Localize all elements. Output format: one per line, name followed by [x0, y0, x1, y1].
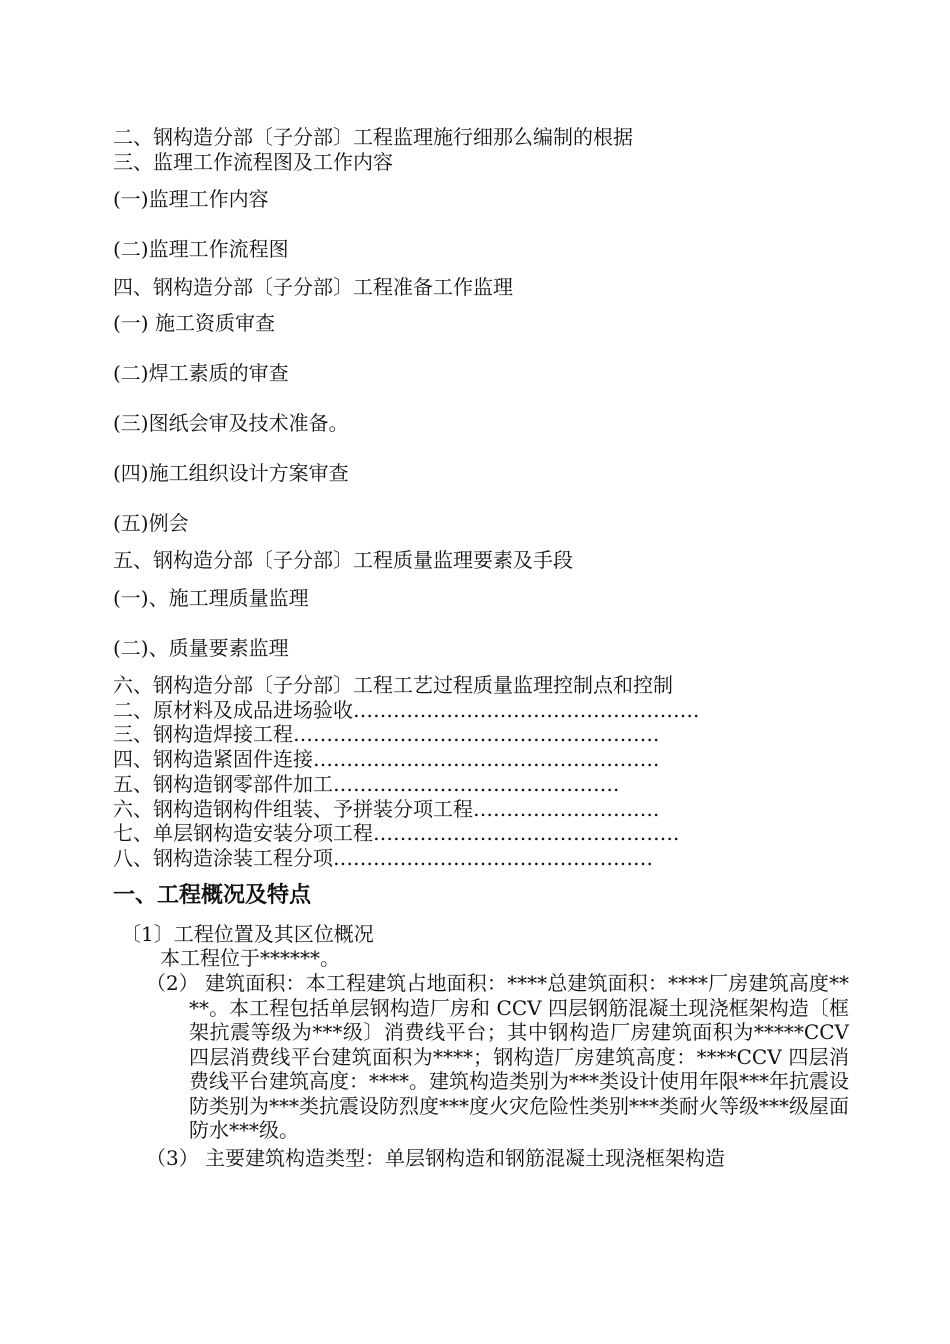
- item2-number: （2）: [146, 971, 199, 995]
- toc-line-parts-processing: 五、钢构造钢零部件加工…………………………………….: [113, 772, 620, 796]
- toc-line-work-content: (一)监理工作内容: [113, 187, 269, 211]
- item3-body: 主要建筑构造类型：单层钢构造和钢筋混凝土现浇框架构造: [205, 1146, 725, 1170]
- toc-line-coating: 八、钢构造涂装工程分项…………………………………………: [113, 846, 653, 870]
- item2-body: 建筑面积：本工程建筑占地面积：****总建筑面积：****厂房建筑高度****。本工程包括单层钢构造厂房和 CCV 四层钢筋混凝土现浇框架构造〔框架抗震等级为***级〕消费线平台；其中钢构造厂房建筑面积为*****CCV 四层消费线平台建筑面积为****；钢构造厂房建筑高度：****CCV 四层消费线平台建筑高度：****。建筑构造类别为***类设计使用年限***年抗震设防类别为***类抗震设防烈度***度火灾危险性类别***类耐火等级***级屋面防水***级。: [189, 971, 849, 1142]
- toc-line-assembly: 六、钢构造钢构件组装、予拼装分项工程……………………….: [113, 797, 660, 821]
- item3-number: （3）: [146, 1146, 199, 1170]
- toc-line-basis: 二、钢构造分部〔子分部〕工程监理施行细那么编制的根据: [113, 125, 633, 149]
- toc-line-construction-plan: (四)施工组织设计方案审查: [113, 461, 349, 485]
- toc-line-process-control: 六、钢构造分部〔子分部〕工程工艺过程质量监理控制点和控制: [113, 673, 673, 697]
- toc-line-fasteners: 四、钢构造紧固件连接…………………………………………….: [113, 747, 660, 771]
- toc-line-element-quality: (二)、质量要素监理: [113, 636, 289, 660]
- toc-line-preparation: 四、钢构造分部〔子分部〕工程准备工作监理: [113, 275, 513, 299]
- toc-line-construction-quality: (一)、施工理质量监理: [113, 586, 309, 610]
- toc-line-flowchart: (二)监理工作流程图: [113, 237, 289, 261]
- item1-body: 本工程位于******。: [160, 946, 340, 970]
- toc-line-drawing-review: (三)图纸会审及技术准备。: [113, 411, 349, 435]
- toc-line-welder: (二)焊工素质的审查: [113, 361, 289, 385]
- item1-title: 〔1〕工程位置及其区位概况: [121, 922, 374, 946]
- toc-line-materials: 二、原材料及成品进场验收…………………………………………….: [113, 698, 700, 722]
- toc-line-quality-elements: 五、钢构造分部〔子分部〕工程质量监理要素及手段: [113, 548, 573, 572]
- toc-line-workflow: 三、监理工作流程图及工作内容: [113, 150, 393, 174]
- toc-line-qualification: (一) 施工资质审查: [113, 311, 275, 335]
- toc-line-welding: 三、钢构造焊接工程……………………………………………….: [113, 722, 660, 746]
- toc-line-meeting: (五)例会: [113, 511, 189, 535]
- toc-line-installation: 七、单层钢构造安装分项工程……………………………………….: [113, 821, 680, 845]
- section-heading: 一、工程概况及特点: [113, 883, 312, 908]
